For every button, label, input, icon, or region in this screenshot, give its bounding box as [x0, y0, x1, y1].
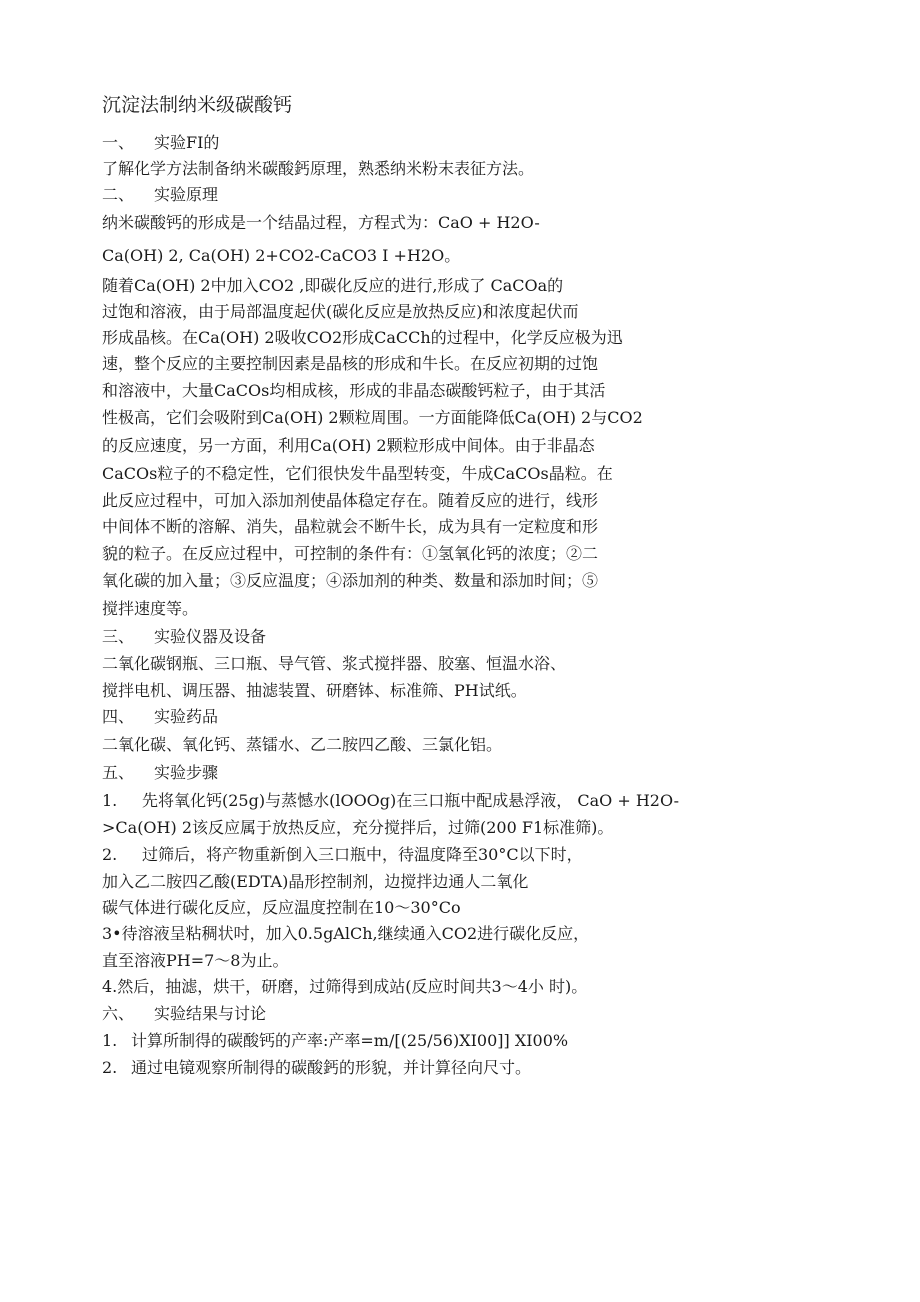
section-title: 实验仪器及设备 [154, 627, 267, 646]
section-heading-principle [102, 184, 218, 206]
document-title: 沉淀法制纳米级碳酸钙 [102, 94, 293, 116]
section-number: 六、 [102, 1004, 135, 1023]
paragraph-line: Ca(OH) 2, Ca(OH) 2+CO2-CaCO3 I +H2O。 [102, 246, 461, 265]
section-number: 一、 [102, 133, 135, 152]
paragraph-line: 形成晶核。在Ca(OH) 2吸收CO2形成CaCCh的过程中，化学反应极为迅 [102, 328, 623, 347]
paragraph-line: 搅拌电机、调压器、抽滤装置、研磨钵、标准筛、PH试纸。 [102, 681, 527, 700]
item-number: 1. [102, 1031, 118, 1050]
paragraph-line: 随着Ca(OH) 2中加入CO2 ,即碳化反应的进行,形成了 CaCOa的 [102, 276, 564, 295]
paragraph-line: 貌的粒子。在反应过程中，可控制的条件有：①氢氧化钙的浓度；②二 [102, 544, 599, 563]
section-title: 实验结果与讨论 [154, 1004, 267, 1023]
section-heading-objective [102, 132, 219, 154]
paragraph-line: 搅拌速度等。 [102, 599, 199, 618]
step-text: 过筛后，将产物重新倒入三口瓶中，待温度降至30°C以下时， [142, 845, 583, 864]
paragraph-line: 二氧化碳钢瓶、三口瓶、导气管、浆式搅拌器、胶塞、恒温水浴、 [102, 654, 567, 673]
result-item-1 [102, 1030, 568, 1052]
paragraph-line: >Ca(OH) 2该反应属于放热反应，充分搅拌后，过筛(200 F1标准筛)。 [102, 818, 614, 837]
section-title: 实验药品 [154, 707, 219, 726]
paragraph-line: 碳气体进行碳化反应，反应温度控制在10〜30°Co [102, 898, 461, 917]
paragraph-line: 二氧化碳、氧化钙、蒸镭水、乙二胺四乙酸、三氯化铝。 [102, 735, 503, 754]
paragraph-line: 性极高，它们会吸附到Ca(OH) 2颗粒周围。一方面能降低Ca(OH) 2与CO2 [102, 408, 643, 427]
section-number: 二、 [102, 185, 135, 204]
procedure-step-1 [102, 790, 679, 812]
result-item-2 [102, 1057, 531, 1079]
section-title: 实验原理 [154, 185, 219, 204]
paragraph-line: 速，整个反应的主要控制因素是晶核的形成和牛长。在反应初期的过饱 [102, 354, 599, 373]
paragraph-line: 的反应速度，另一方面，利用Ca(OH) 2颗粒形成中间体。由于非晶态 [102, 436, 595, 455]
paragraph-line: 纳米碳酸钙的形成是一个结晶过程，方程式为：CaO + H2O- [102, 213, 540, 232]
section-heading-equipment [102, 626, 266, 648]
paragraph-line: 加入乙二胺四乙酸(EDTA)晶形控制剂，边搅拌边通人二氧化 [102, 872, 529, 891]
paragraph-line: 直至溶液PH=7〜8为止。 [102, 951, 289, 970]
section-number: 四、 [102, 707, 135, 726]
step-number: 2. [102, 845, 118, 864]
section-heading-procedure [102, 762, 218, 784]
procedure-step-2 [102, 844, 583, 866]
section-heading-reagents [102, 706, 218, 728]
paragraph-line: 中间体不断的溶解、消失，晶粒就会不断牛长，成为具有一定粒度和形 [102, 517, 599, 536]
item-number: 2. [102, 1058, 118, 1077]
paragraph-line: 氧化碳的加入量；③反应温度；④添加剂的种类、数量和添加时间；⑤ [102, 571, 599, 590]
item-text: 计算所制得的碳酸钙的产率:产率=m/[(25/56)XI00]] XI00% [131, 1031, 569, 1050]
section-title: 实验FI的 [154, 133, 220, 152]
section-number: 三、 [102, 627, 135, 646]
paragraph-line: 了解化学方法制备纳米碳酸鈣原理，熟悉纳米粉末表征方法。 [102, 159, 535, 178]
paragraph-line: 和溶液中，大量CaCOs均相成核，形成的非晶态碳酸钙粒子，由于其活 [102, 381, 606, 400]
step-text: 先将氧化钙(25g)与蒸憾水(lOOOg)在三口瓶中配成悬浮液， CaO + H2O- [142, 791, 680, 810]
section-number: 五、 [102, 763, 135, 782]
item-text: 通过电镜观察所制得的碳酸鈣的形貌，并计算径向尺寸。 [131, 1058, 532, 1077]
paragraph-line: CaCOs粒子的不稳定性，它们很快发牛晶型转变，牛成CaCOs晶粒。在 [102, 464, 613, 483]
procedure-step-3: 3•待溶液呈粘稠状吋，加入0.5gAlCh,继续通入CO2进行碳化反应， [102, 924, 590, 943]
paragraph-line: 过饱和溶液，由于局部温度起伏(碳化反应是放热反应)和浓度起伏而 [102, 302, 579, 321]
section-title: 实验步骤 [154, 763, 219, 782]
paragraph-line: 此反应过程中，可加入添加剂使晶体稳定存在。随着反应的进行，线形 [102, 491, 599, 510]
procedure-step-4: 4.然后，抽滤，烘干，研磨，过筛得到成站(反应时间共3〜4小 时)。 [102, 977, 588, 996]
step-number: 1. [102, 791, 118, 810]
section-heading-results [102, 1003, 266, 1025]
